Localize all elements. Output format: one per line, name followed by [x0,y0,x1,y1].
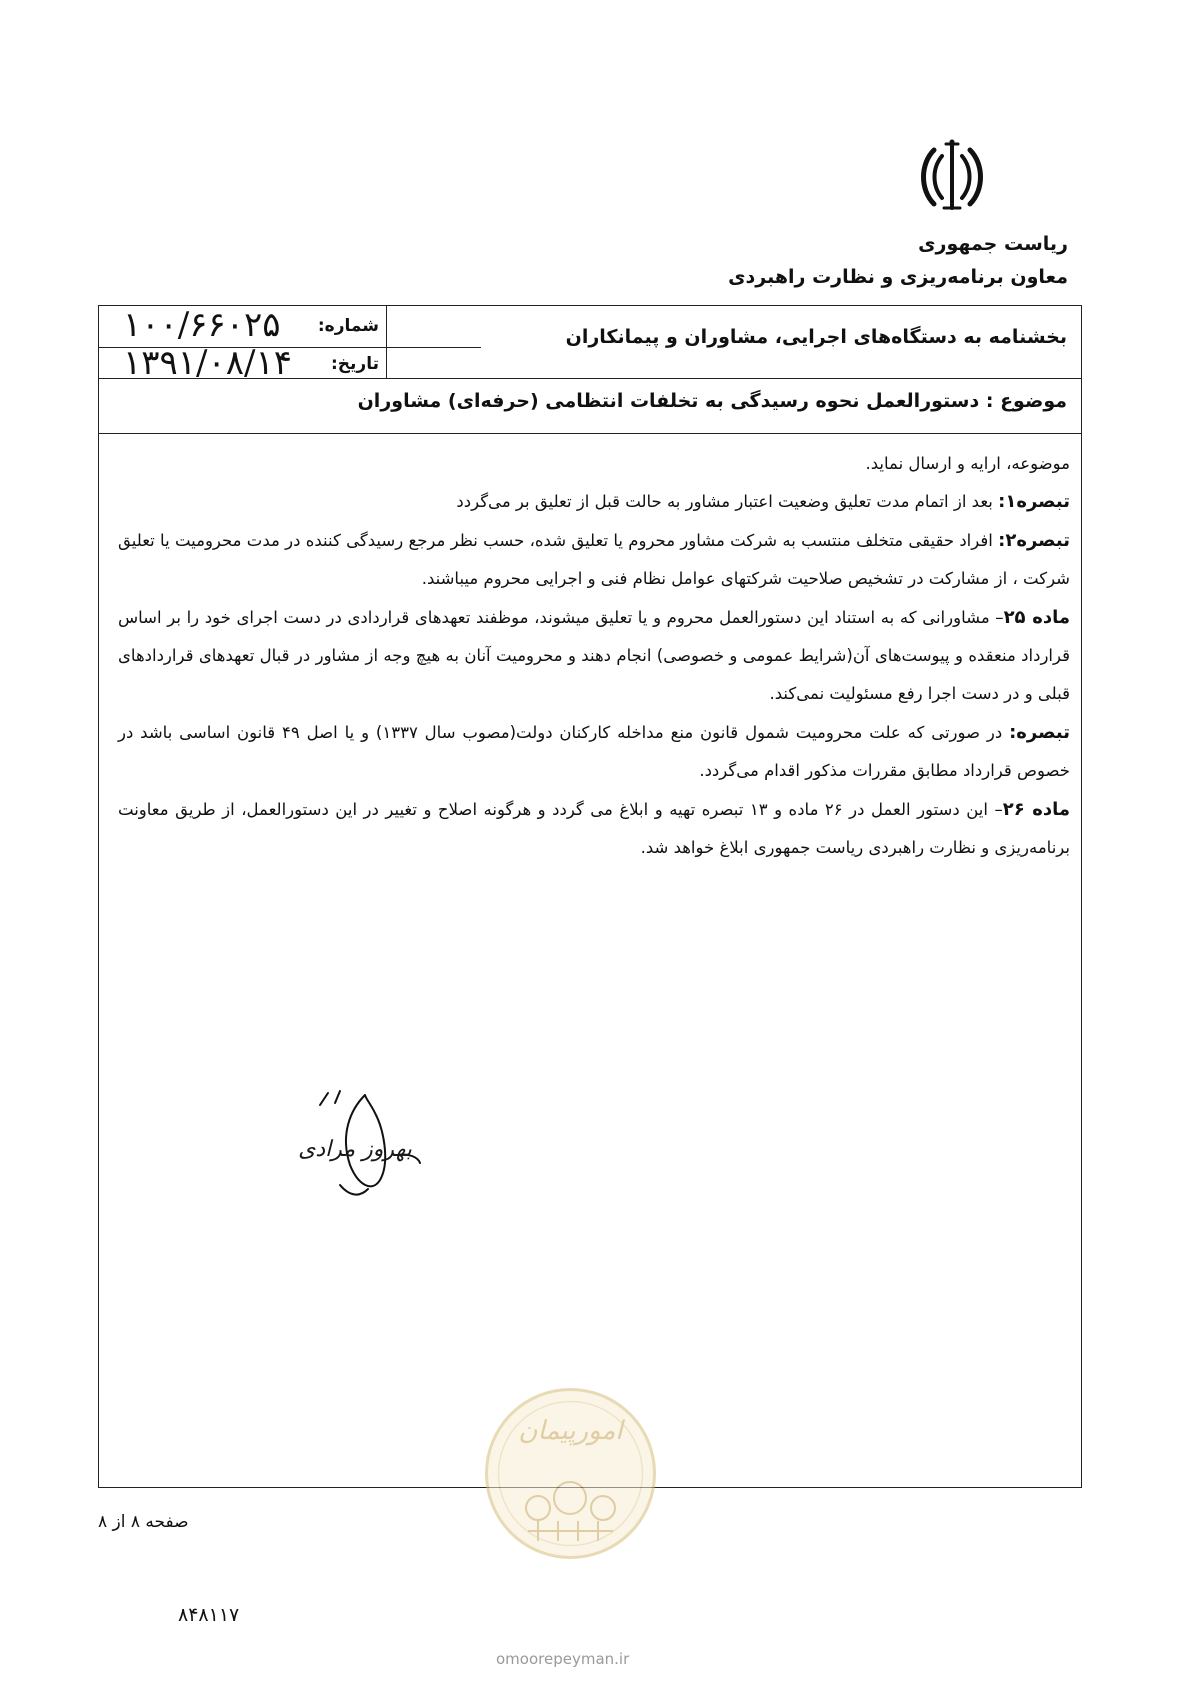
page-number: صفحه ۸ از ۸ [98,1512,189,1532]
note-paragraph [118,714,1070,791]
article26-text: – این دستور العمل در ۲۶ ماده و ۱۳ تبصره تهیه و ابلاغ می گردد و هرگونه اصلاح و تغییر در این دستورالعمل، از طریق معاونت برنامه‌ریزی و نظارت راهبردی ریاست جمهوری ابلاغ خواهد شد. [118,799,1070,858]
note2-text: افراد حقیقی متخلف منتسب به شرکت مشاور محروم یا تعلیق شده، حسب نظر مرجع رسیدگی کننده در مدت محرومیت یا تعلیق شرکت ، از مشارکت در تشخیص صلاحیت شرکتهای عوامل نظام فنی و اجرایی محروم میباشند. [118,530,1070,589]
national-emblem-icon [912,138,992,218]
subject-line: موضوع : دستورالعمل نحوه رسیدگی به تخلفات انتظامی (حرفه‌ای) مشاوران [357,390,1067,412]
note2-label: تبصره۲: [998,529,1070,551]
note2-paragraph [118,522,1070,599]
note-text: در صورتی که علت محرومیت شمول قانون منع مداخله کارکنان دولت(مصوب سال ۱۳۳۷) و یا اصل ۴۹ قانون اساسی باشد در خصوص قرارداد مطابق مقررات مذکور اقدام می‌گردد. [118,722,1070,781]
note-label: تبصره: [1009,721,1070,743]
document-date-label: تاریخ: [331,354,379,374]
note1-text: بعد از اتمام مدت تعلیق وضعیت اعتبار مشاور به حالت قبل از تعلیق بر می‌گردد [456,492,999,512]
watermark-text: امورپیمان [518,1416,623,1446]
article25-label: ماده ۲۵ [1003,606,1070,628]
article25-paragraph [118,599,1070,714]
note1-label: تبصره۱: [998,491,1070,513]
emblem-crown-dot [950,140,955,145]
website-watermark: omoorepeyman.ir [496,1650,630,1668]
header-organization: ریاست جمهوری [918,233,1068,255]
article26-label: ماده ۲۶ [1002,798,1070,820]
signature [280,1085,460,1205]
watermark-seal-icon [483,1386,658,1561]
watermark-seal [483,1386,658,1561]
intro-paragraph: موضوعه، ارایه و ارسال نماید. [865,454,1070,473]
document-number-value: ۱۰۰/۶۶۰۲۵ [123,305,281,345]
document-code: ۸۴۸۱۱۷ [178,1604,240,1626]
article26-paragraph [118,791,1070,868]
subject-row-divider [99,433,1081,434]
article25-text: – مشاورانی که به استناد این دستورالعمل محروم و یا تعلیق میشوند، موظفند تعهدهای قراردادی در دست اجرای خود را بر اساس قرارداد منعقده و پیوست‌های آن(شرایط عمومی و خصوصی) انجام دهند و محرومیت آنان به هیچ وجه از مشاور در قبال تعهدهای قراردادهای قبلی و در دست اجرا رفع مسئولیت نمی‌کند. [118,607,1070,704]
meta-column-divider [386,306,387,378]
circular-title: بخشنامه به دستگاه‌های اجرایی، مشاوران و پیمانکاران [565,326,1067,348]
document-number-label: شماره: [317,316,379,336]
document-body [118,445,1070,867]
note1-paragraph [118,483,1070,521]
document-date-value: ۱۳۹۱/۰۸/۱۴ [123,343,293,383]
signatory-name: بهروز مرادی [298,1137,412,1162]
header-department: معاون برنامه‌ریزی و نظارت راهبردی [728,266,1068,288]
